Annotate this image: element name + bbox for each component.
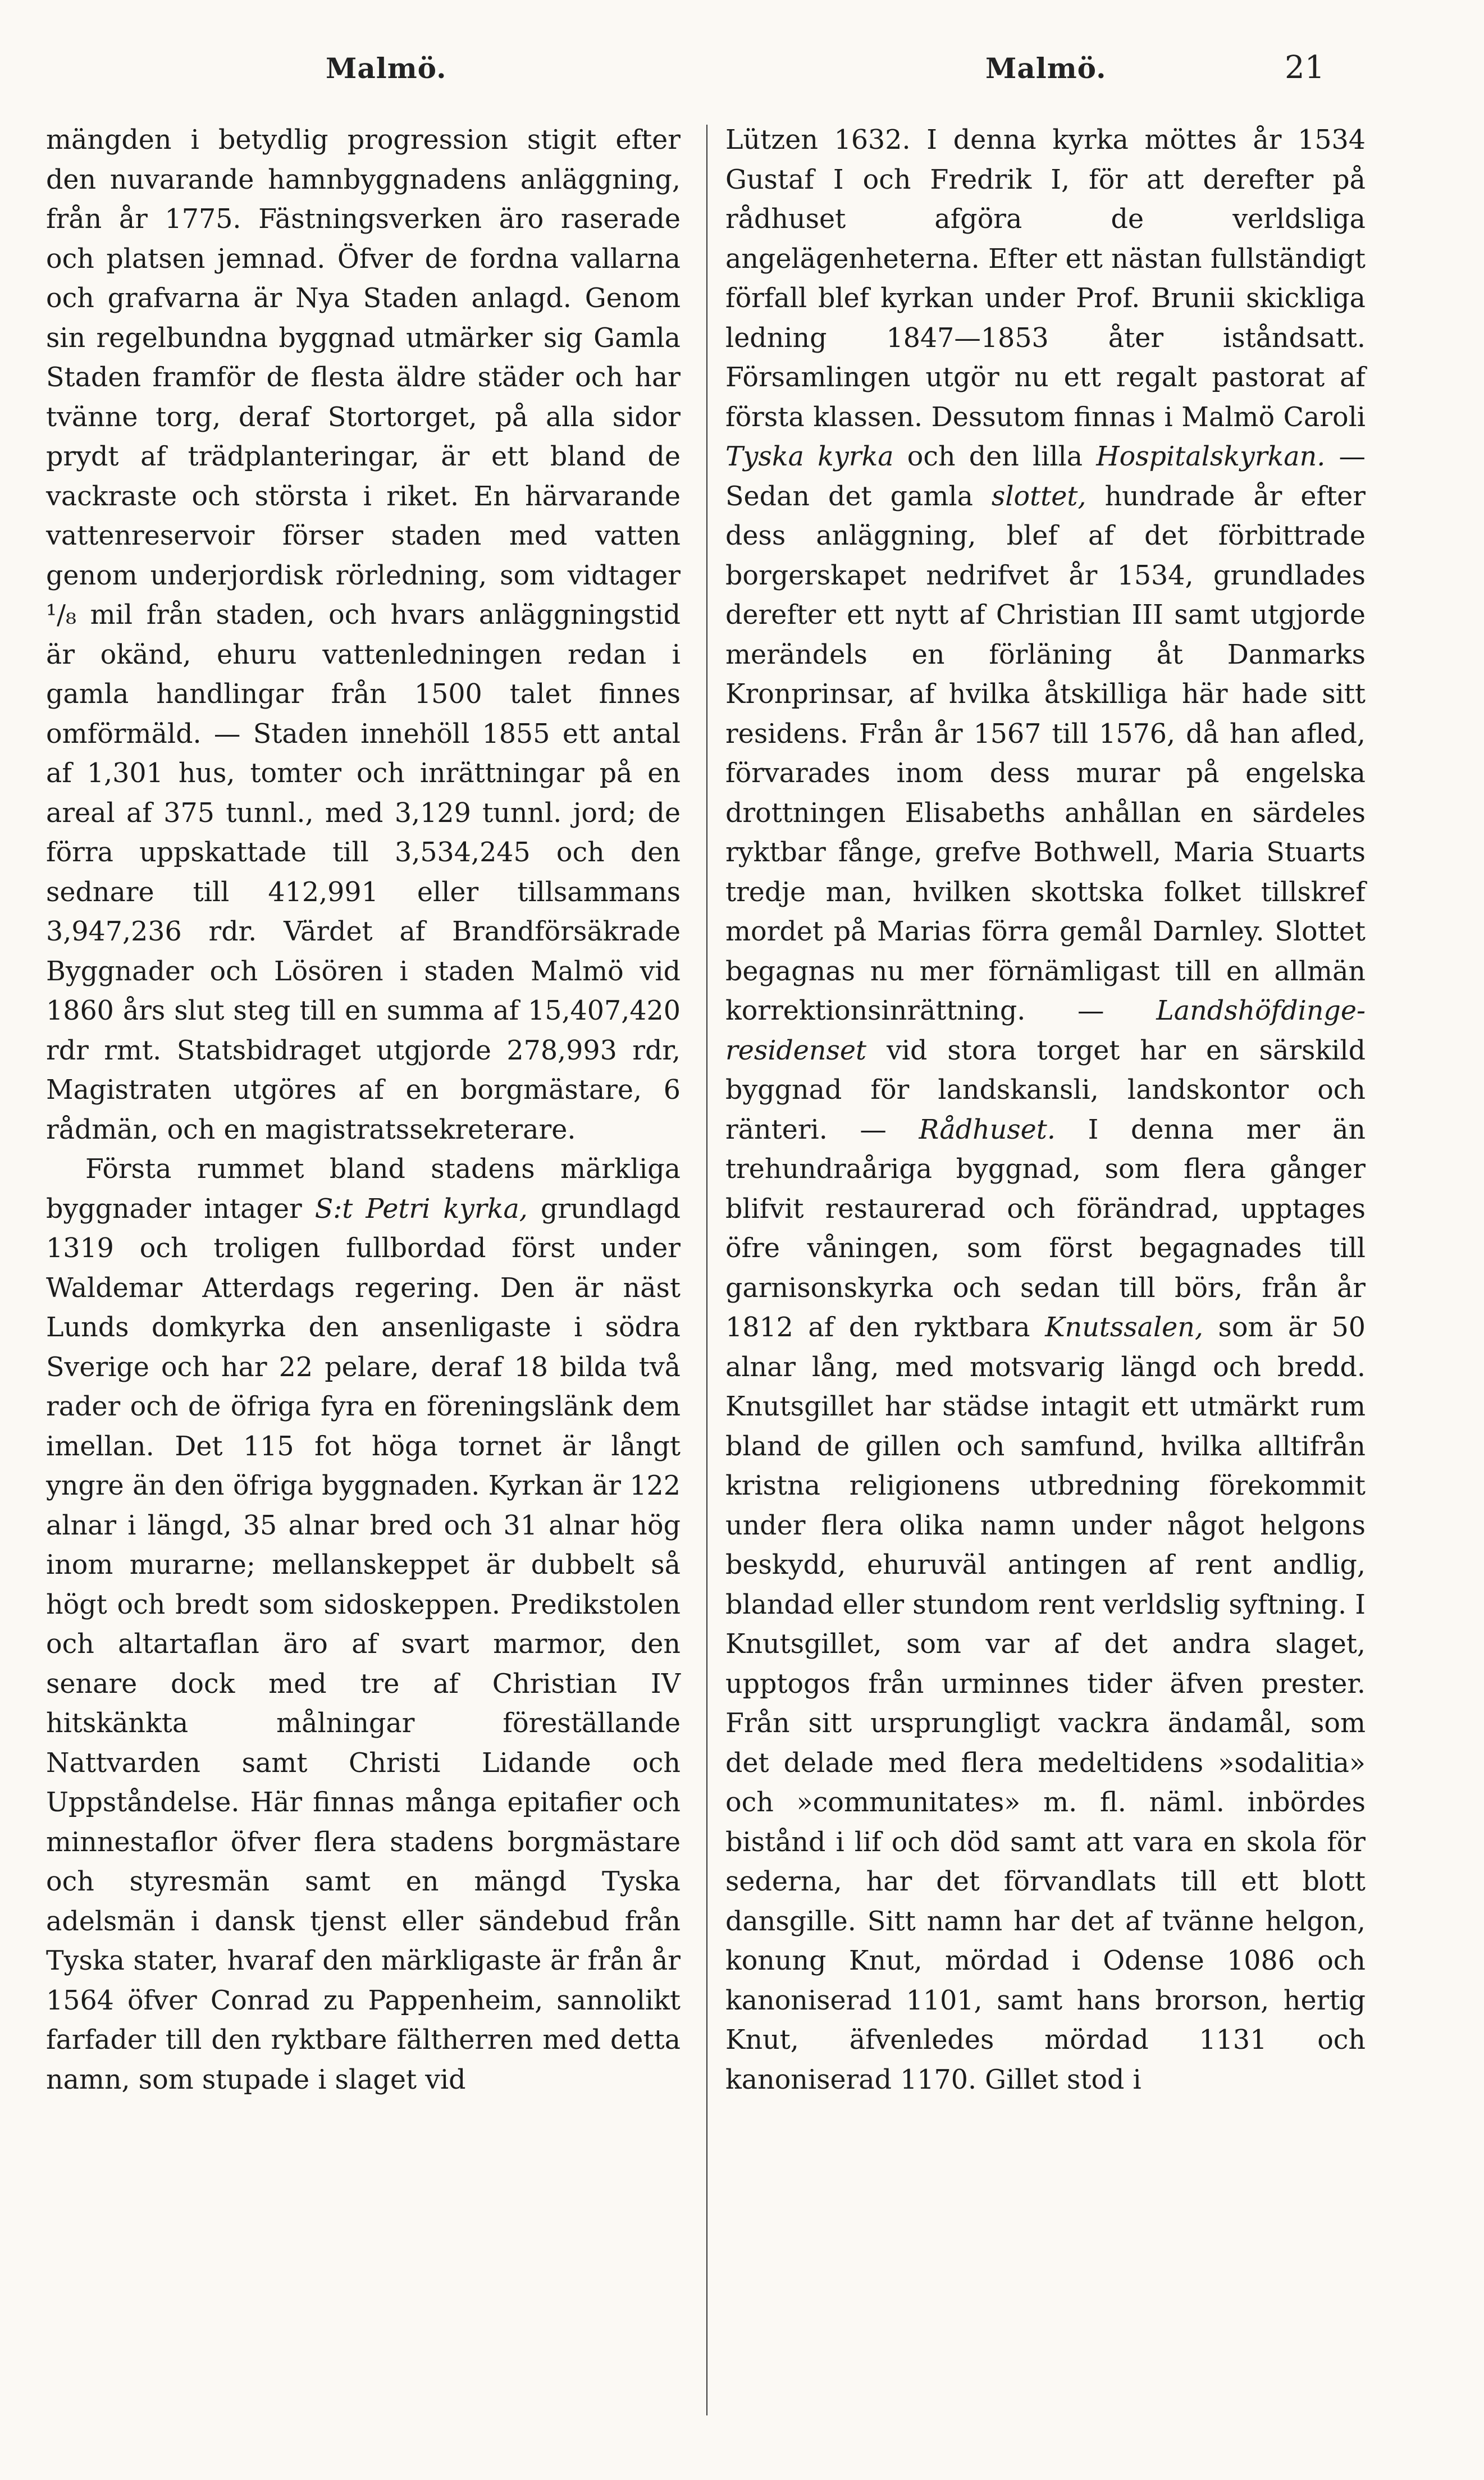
- italic-term-slottet: slottet,: [991, 481, 1086, 512]
- text-segment: I denna mer än trehundraåriga byggnad, som flera gånger blifvit restaurerad och förändrad, upptages öfre våningen, som först begagnades till garnisonskyrka och sedan till börs, från år 1812 af den ryktbara: [725, 1114, 1366, 1343]
- text-segment: Första rummet bland stadens märkliga byggnader intager: [46, 1154, 681, 1225]
- running-header-right: Malmö.: [985, 52, 1107, 85]
- paragraph-harbour-and-city: mängden i betydlig progression stigit efter den nuvarande hamnbyggnadens anläggning, från år 1775. Fästningsverken äro raserade och platsen jemnad. Öfver de fordna vallarna och grafvarna är Nya Staden anlagd. Genom sin regelbundna byggnad utmärker sig Gamla Staden framför de flesta äldre städer och har tvänne torg, deraf Stortorget, på alla sidor prydt af trädplanteringar, är ett bland de vackraste och största i riket. En härvarande vattenreservoir förser staden med vatten genom underjordisk rörledning, som vidtager ¹/₈ mil från staden, och hvars anläggningstid är okänd, ehuru vattenledningen redan i gamla handlingar från 1500 talet finnes omförmäld. — Staden innehöll 1855 ett antal af 1,301 hus, tomter och inrättningar på en areal af 375 tunnl., med 3,129 tunnl. jord; de förra uppskattade till 3,534,245 och den sednare till 412,991 eller tillsammans 3,947,236 rdr. Värdet af Brandförsäkrade Byggnader och Lösören i staden Malmö vid 1860 års slut steg till en summa af 15,407,420 rdr rmt. Statsbidraget utgjorde 278,993 rdr, Magistraten utgöres af en borgmästare, 6 rådmän, och en magistratssekreterare.: [46, 125, 681, 1145]
- text-segment: — Sedan det gamla: [725, 441, 1366, 512]
- italic-term-landshofdinge-residenset: Landshöfdinge-residenset: [725, 995, 1366, 1066]
- italic-term-knutssalen: Knutssalen,: [1045, 1312, 1203, 1343]
- italic-term-tyska-kyrka: Tyska kyrka: [725, 441, 894, 472]
- text-segment: som är 50 alnar lång, med motsvarig längd och bredd. Knutsgillet har städse intagit ett utmärkt rum bland de gillen och samfund, hvilka alltifrån kristna religionens utbredning förekommit under flera olika namn under något helgons beskydd, ehuruväl antingen af rent andlig, blandad eller stundom rent verldslig syftning. I Knutsgillet, som var af det andra slaget, upptogos från urminnes tider äfven prester. Från sitt ursprungligt vackra ändamål, som det delade med flera medeltidens »sodalitia» och »communitates» m. fl. näml. inbördes bistånd i lif och död samt att vara en skola för sederna, har det förvandlats till ett blott dansgille. Sitt namn har det af tvänne helgon, konung Knut, mördad i Odense 1086 och kanoniserad 1101, samt hans brorson, hertig Knut, äfvenledes mördad 1131 och kanoniserad 1170. Gillet stod i: [725, 1312, 1366, 2095]
- column-divider: [706, 125, 707, 2415]
- italic-term-st-petri: S:t Petri kyrka,: [314, 1193, 528, 1225]
- text-segment: Lützen 1632. I denna kyrka möttes år 1534 Gustaf I och Fredrik I, för att derefter på rådhuset afgöra de verldsliga angelägenheterna. Efter ett nästan fullständigt förfall blef kyrkan under Prof. Brunii skickliga ledning 1847—1853 åter iståndsatt. Församlingen utgör nu ett regalt pastorat af första klassen. Dessutom finnas i Malmö Caroli: [725, 125, 1366, 433]
- running-header-left: Malmö.: [326, 52, 447, 85]
- paragraph-st-petri: [46, 1150, 681, 2100]
- text-segment: grundlagd 1319 och troligen fullbordad först under Waldemar Atterdags regering. Den är näst Lunds domkyrka den ansenligaste i södra Sverige och har 22 pelare, deraf 18 bilda två rader och de öfriga fyra en föreningslänk dem imellan. Det 115 fot höga tornet är långt yngre än den öfriga byggnaden. Kyrkan är 122 alnar i längd, 35 alnar bred och 31 alnar hög inom murarne; mellanskeppet är dubbelt så högt och bredt som sidoskeppen. Predikstolen och altartaflan äro af svart marmor, den senare dock med tre af Christian IV hitskänkta målningar föreställande Nattvarden samt Christi Lidande och Uppståndelse. Här finnas många epitafier och minnestaflor öfver flera stadens borgmästare och styresmän samt en mängd Tyska adelsmän i dansk tjenst eller sändebud från Tyska stater, hvaraf den märkligaste är från år 1564 öfver Conrad zu Pappenheim, sannolikt farfader till den ryktbare fältherren med detta namn, som stupade i slaget vid: [46, 1193, 681, 2095]
- text-segment: vid stora torget har en särskild byggnad för landskansli, landskontor och ränteri. —: [725, 1035, 1366, 1145]
- text-segment: hundrade år efter dess anläggning, blef af det förbittrade borgerskapet nedrifvet år 1534, grundlades derefter ett nytt af Christian III samt utgjorde merändels en förläning åt Danmarks Kronprinsar, af hvilka åtskilliga här hade sitt residens. Från år 1567 till 1576, då han afled, förvarades inom dess murar på engelska drottningen Elisabeths anhållan en särdeles ryktbar fånge, grefve Bothwell, Maria Stuarts tredje man, hvilken skottska folket tillskref mordet på Marias förra gemål Darnley. Slottet begagnas nu mer förnämligast till en allmän korrektionsinrättning. —: [725, 481, 1366, 1026]
- page-number: 21: [1285, 49, 1325, 86]
- paragraph-buildings: [725, 121, 1366, 2100]
- right-column: [725, 121, 1366, 2100]
- text-segment: och den lilla: [893, 441, 1097, 472]
- left-column: [46, 121, 681, 2100]
- italic-term-radhuset: Rådhuset.: [919, 1114, 1056, 1145]
- italic-term-hospitalskyrkan: Hospitalskyrkan.: [1096, 441, 1326, 472]
